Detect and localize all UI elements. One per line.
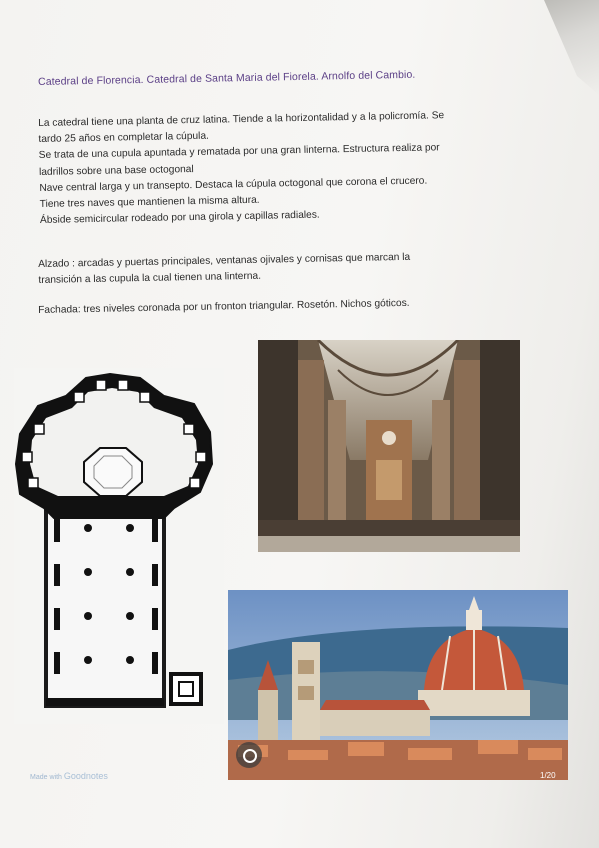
text-line: Tiene tres naves que mantienen la misma altura. bbox=[39, 194, 260, 210]
watermark-brand: Goodnotes bbox=[63, 771, 108, 781]
text-line: La catedral tiene una planta de cruz latina. Tiende a la horizontalidad y a la policromía. Se bbox=[38, 110, 445, 129]
text-line: Alzado : arcadas y puertas principales, ventanas ojivales y cornisas que marcan la bbox=[38, 251, 411, 270]
page-title: Catedral de Florencia. Catedral de Santa Maria del Fiorela. Arnolfo del Cambio. bbox=[38, 68, 416, 88]
text-line: Se trata de una cupula apuntada y rematada por una gran linterna. Estructura realiza por bbox=[38, 142, 440, 162]
text-line: ladrillos sobre una base octogonal bbox=[38, 163, 194, 178]
text-line: transición a las cupula la cual tienen una linterna. bbox=[38, 270, 262, 287]
text-line: tardo 25 años en completar la cúpula. bbox=[38, 130, 209, 146]
interior-photo bbox=[258, 340, 520, 552]
floor-plan-image bbox=[14, 368, 224, 724]
photo-counter: 1/20 bbox=[540, 771, 556, 780]
text-line: Nave central larga y un transepto. Destaca la cúpula octogonal que corona el crucero. bbox=[39, 175, 428, 194]
goodnotes-watermark bbox=[30, 771, 108, 781]
text-line: Ábside semicircular rodeado por una girola y capillas radiales. bbox=[39, 209, 320, 227]
visual-search-lens-icon[interactable] bbox=[236, 742, 262, 768]
paragraph-description bbox=[38, 106, 560, 229]
exterior-dome-photo bbox=[228, 590, 568, 780]
text-line: Fachada: tres niveles coronada por un fronton triangular. Rosetón. Nichos góticos. bbox=[38, 297, 410, 316]
watermark-prefix: Made with bbox=[30, 774, 62, 781]
